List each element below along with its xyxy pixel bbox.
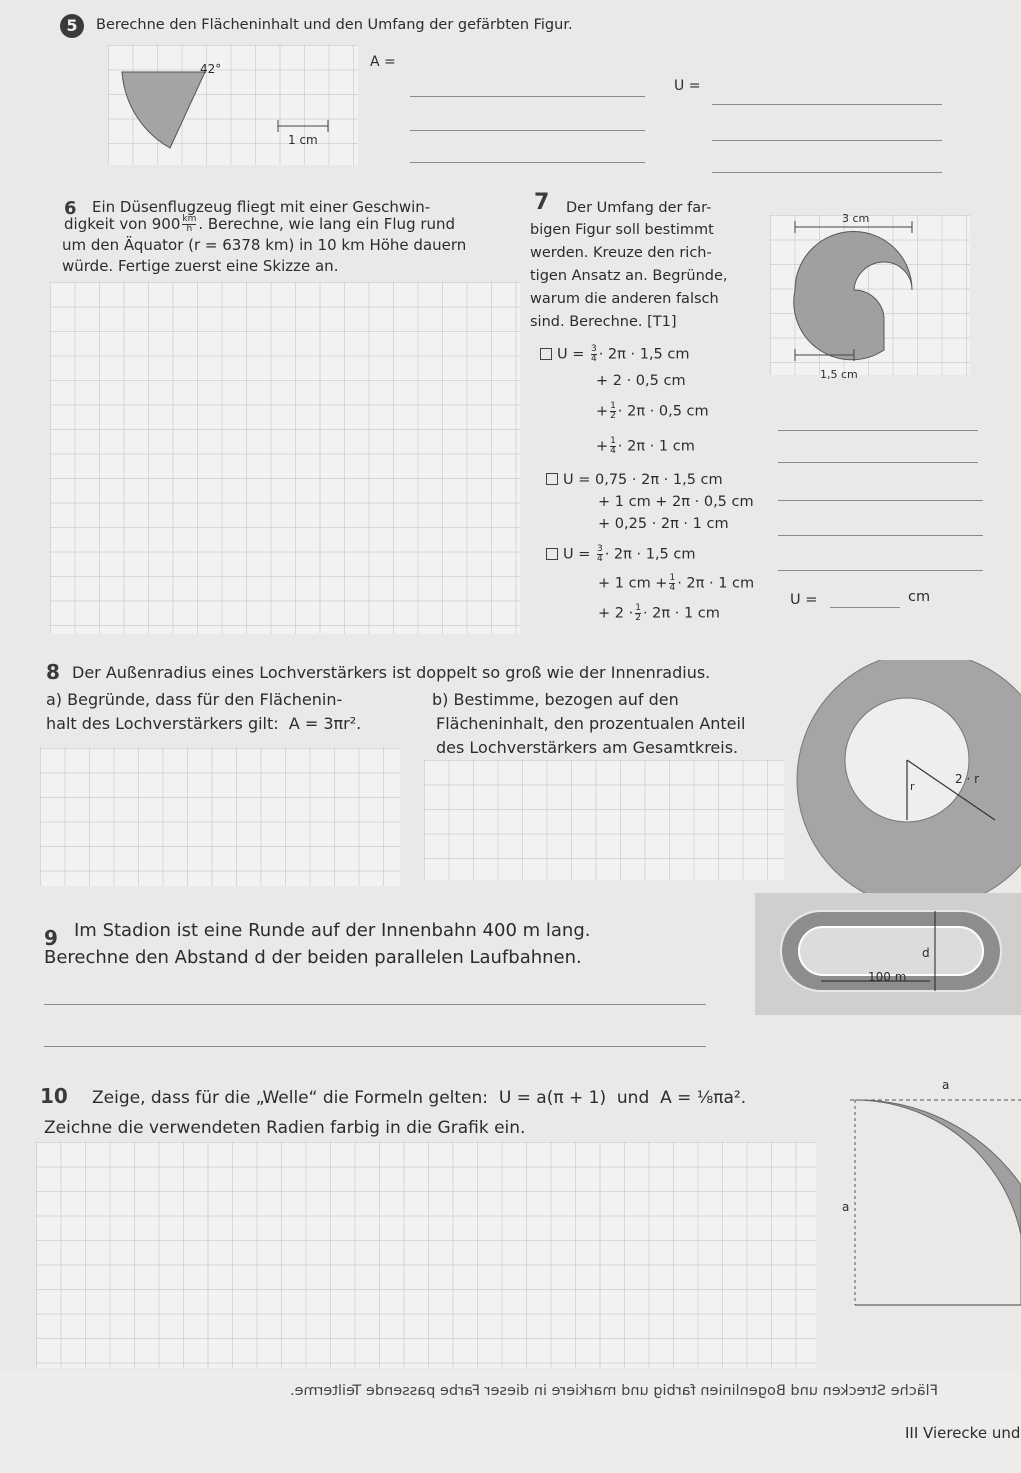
task7-label-bottom: 1,5 cm — [820, 368, 858, 381]
task7-option1-line3: + $\frac{1}{2}$ · 2π · 0,5 cm — [596, 401, 709, 421]
task8-a-grid[interactable] — [40, 748, 400, 886]
task10-label-a-top: a — [942, 1078, 950, 1092]
task6-line3: um den Äquator (r = 6378 km) in 10 km Höhe dauern — [62, 236, 467, 254]
task8-b-grid[interactable] — [424, 760, 784, 880]
task7-line1: Der Umfang der far- — [566, 200, 712, 216]
task5-answer-line[interactable] — [712, 104, 942, 105]
task7-line4: tigen Ansatz an. Begründe, — [530, 268, 728, 284]
task7-label-top: 3 cm — [842, 212, 870, 225]
task7-figure — [780, 215, 980, 380]
task7-option1-line4: + $\frac{1}{4}$ · 2π · 1 cm — [596, 436, 695, 456]
task7-answer-line[interactable] — [778, 430, 978, 431]
task9-line1: Im Stadion ist eine Runde auf der Innenbahn 400 m lang. — [74, 920, 591, 941]
task7-option1-line2: + 2 · 0,5 cm — [596, 373, 686, 389]
task7-option3-line1: U = $\frac{3}{4}$ · 2π · 1,5 cm — [546, 545, 696, 564]
task5-scale-label: 1 cm — [288, 133, 318, 147]
task7-answer-line[interactable] — [778, 462, 978, 463]
task6-line4: würde. Fertige zuerst eine Skizze an. — [62, 257, 339, 275]
task8-label-r: r — [910, 780, 915, 793]
task7-option2-line1: U = 0,75 · 2π · 1,5 cm — [546, 472, 723, 488]
task7-result-unit: cm — [908, 589, 931, 605]
task9-label-100: 100 m — [868, 970, 907, 984]
task5-answer-line[interactable] — [410, 130, 645, 131]
task5-answer-line[interactable] — [410, 162, 645, 163]
task10-line1: Zeige, dass für die „Welle“ die Formeln gelten: U = a(π + 1) und A = ⅛πa². — [92, 1088, 747, 1108]
task8-label-2r: 2 · r — [955, 772, 980, 786]
task7-answer-line[interactable] — [778, 535, 983, 536]
task6-line1: Ein Düsenflugzeug fliegt mit einer Geschwin- — [92, 198, 431, 216]
task10-line2: Zeichne die verwendeten Radien farbig in die Grafik ein. — [44, 1118, 526, 1138]
task7-line2: bigen Figur soll bestimmt — [530, 222, 714, 238]
task7-answer-line[interactable] — [778, 500, 983, 501]
task7-option1-checkbox[interactable] — [540, 348, 552, 360]
task8-b-line3: des Lochverstärkers am Gesamtkreis. — [436, 738, 739, 757]
task7-option3-line2: + 1 cm + $\frac{1}{4}$ · 2π · 1 cm — [598, 573, 755, 593]
task7-option3-checkbox[interactable] — [546, 548, 558, 560]
task5-answer-line[interactable] — [712, 140, 942, 141]
task5-sector — [122, 72, 205, 148]
task8-a-line1: a) Begründe, dass für den Flächenin- — [46, 690, 343, 709]
task5-area-label: A = — [370, 54, 396, 70]
task7-number: 7 — [534, 190, 550, 215]
task7-line5: warum die anderen falsch — [530, 291, 719, 307]
task7-option1-line1: U = $\frac{3}{4}$ · 2π · 1,5 cm — [540, 345, 690, 364]
task7-answer-line[interactable] — [778, 570, 983, 571]
task10-number: 10 — [40, 1084, 68, 1108]
task10-wave — [855, 1100, 1021, 1305]
task9-answer-line[interactable] — [44, 1046, 706, 1047]
task5-number: 5 — [60, 14, 84, 38]
task5-text: Berechne den Flächeninhalt und den Umfang der gefärbten Figur. — [96, 17, 573, 33]
task7-option2-line3: + 0,25 · 2π · 1 cm — [598, 516, 729, 532]
task5-answer-line[interactable] — [712, 172, 942, 173]
task8-b-line1: b) Bestimme, bezogen auf den — [432, 690, 679, 709]
task9-number: 9 — [44, 926, 58, 950]
task10-label-a-side: a — [842, 1200, 850, 1214]
task9-answer-line[interactable] — [44, 1004, 706, 1005]
task8-number: 8 — [46, 660, 60, 684]
task9-line2: Berechne den Abstand d der beiden parallelen Laufbahnen. — [44, 947, 582, 968]
task8-intro: Der Außenradius eines Lochverstärkers ist doppelt so groß wie der Innenradius. — [72, 663, 711, 682]
task5-angle-label: 42° — [200, 62, 222, 76]
task7-shape — [794, 231, 912, 359]
task6-sketch-grid[interactable] — [50, 282, 520, 634]
task5-perimeter-label: U = — [674, 78, 701, 94]
task7-option2-checkbox[interactable] — [546, 473, 558, 485]
task7-result-label: U = — [790, 592, 818, 608]
task9-track-figure — [775, 905, 1007, 1000]
mirrored-text: Fläche Strecken und Bogenlinien farbig und markiere in dieser Farbe passende Teilterme. — [290, 1383, 938, 1399]
task7-option3-line3: + 2 · $\frac{1}{2}$ · 2π · 1 cm — [598, 603, 720, 623]
task7-line6: sind. Berechne. [T1] — [530, 314, 677, 330]
task9-label-d: d — [922, 946, 930, 960]
task10-grid[interactable] — [36, 1142, 816, 1368]
task6-number: 6 — [64, 198, 77, 219]
task6-line2: digkeit von 900 $\frac{km}{h}$ . Berechne, wie lang ein Flug rund — [64, 214, 456, 234]
task7-result-field[interactable] — [830, 607, 900, 608]
task10-wave-figure — [850, 1095, 1021, 1310]
task8-b-line2: Flächeninhalt, den prozentualen Anteil — [436, 714, 746, 733]
page-footer: III Vierecke und — [905, 1424, 1021, 1442]
task8-ring-figure — [795, 660, 1021, 900]
task8-a-line2: halt des Lochverstärkers gilt: A = 3πr². — [46, 714, 362, 733]
task5-answer-line[interactable] — [410, 96, 645, 97]
task7-line3: werden. Kreuze den rich- — [530, 245, 712, 261]
task7-option2-line2: + 1 cm + 2π · 0,5 cm — [598, 494, 754, 510]
